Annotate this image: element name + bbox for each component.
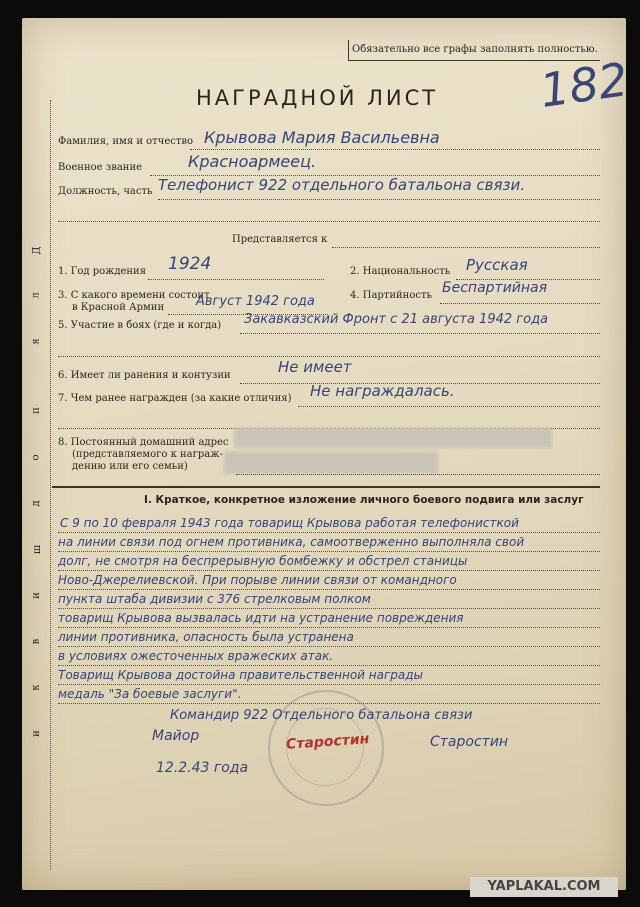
header-border <box>348 40 349 60</box>
name-label: Фамилия, имя и отчество <box>58 136 194 147</box>
address-label-1: 8. Постоянный домашний адрес <box>58 437 229 448</box>
birth-value: 1924 <box>168 254 212 274</box>
birth-label: 1. Год рождения <box>58 266 147 277</box>
since-value: Август 1942 года <box>196 294 315 309</box>
signature-rank: Майор <box>152 728 200 744</box>
page-title: НАГРАДНОЙ ЛИСТ <box>196 86 439 110</box>
awards-rule <box>298 406 600 407</box>
section-title: I. Краткое, конкретное изложение личного боевого подвига или заслуг <box>144 494 584 506</box>
wounds-value: Не имеет <box>278 358 352 376</box>
narrative-rule <box>58 684 600 685</box>
narrative-line: в условиях ожесточенных вражеских атак. <box>58 649 334 663</box>
side-letter: в <box>30 638 42 645</box>
side-letter: п <box>30 407 42 414</box>
narrative-line: на линии связи под огнем противника, самоотверженно выполняла свой <box>58 535 525 549</box>
side-letter: я <box>30 338 42 345</box>
narrative-line: линии противника, опасность была устранена <box>58 630 354 644</box>
side-letter: и <box>30 730 42 737</box>
side-letter: о <box>30 454 42 461</box>
narrative-line: Ново-Джерелиевской. При порыве линии связи от командного <box>58 573 457 587</box>
battles-value: Закавказский Фронт с 21 августа 1942 года <box>244 312 549 327</box>
position-value: Телефонист 922 отдельного батальона связи. <box>158 176 526 194</box>
narrative-rule <box>58 665 600 666</box>
section-divider <box>52 486 600 488</box>
address-label-2: (представляемого к награж- <box>72 449 223 460</box>
side-letter: к <box>30 684 42 691</box>
party-value: Беспартийная <box>442 280 548 296</box>
signature-date: 12.2.43 года <box>156 760 249 776</box>
narrative-line: товарищ Крывова вызвалась идти на устранение повреждения <box>58 611 464 625</box>
rank-label: Военное звание <box>58 162 143 173</box>
narrative-line: долг, не смотря на беспрерывную бомбежку и обстрел станицы <box>58 554 468 568</box>
birth-rule <box>148 279 324 280</box>
narrative-rule <box>58 589 600 590</box>
position-rule <box>158 199 600 200</box>
address-redaction-2 <box>224 452 438 474</box>
name-rule <box>190 149 600 150</box>
signature-line1: Командир 922 Отдельного батальона связи <box>170 708 473 723</box>
narrative-line: пункта штаба дивизии с 376 стрелковым полком <box>58 592 371 606</box>
address-redaction-1 <box>234 428 552 448</box>
presented-label: Представляется к <box>232 234 328 245</box>
since-label-2: в Красной Армии <box>72 302 165 313</box>
narrative-rule <box>58 627 600 628</box>
narrative-line: медаль "За боевые заслуги". <box>58 687 242 701</box>
narrative-rule <box>58 551 600 552</box>
awards-label: 7. Чем ранее награжден (за какие отличия) <box>58 393 292 404</box>
rank-value: Красноармеец. <box>188 152 317 171</box>
presented-rule <box>332 247 600 248</box>
awards-value: Не награждалась. <box>310 382 455 400</box>
side-letter: ш <box>32 544 44 555</box>
address-rule <box>236 474 600 475</box>
side-letter: Д <box>31 246 43 255</box>
narrative-rule <box>58 570 600 571</box>
side-letter: и <box>30 592 42 599</box>
nationality-value: Русская <box>466 256 528 274</box>
narrative-rule <box>58 532 600 533</box>
red-signature-icon: Старостин <box>285 731 370 753</box>
narrative-rule <box>58 608 600 609</box>
position-label: Должность, часть <box>58 186 153 197</box>
position-rule-2 <box>58 221 600 222</box>
name-value: Крывова Мария Васильевна <box>204 128 440 147</box>
party-label: 4. Партийность <box>350 290 432 301</box>
sheet-number: 182 <box>536 52 632 118</box>
watermark: YAPLAKAL.COM <box>470 877 618 897</box>
battles-rule-2 <box>58 356 600 357</box>
narrative-line: С 9 по 10 февраля 1943 года товарищ Крывова работая телефонисткой <box>60 516 519 530</box>
party-rule <box>440 303 600 304</box>
wounds-label: 6. Имеет ли ранения и контузии <box>58 370 231 381</box>
side-letter: д <box>30 500 42 507</box>
battles-label: 5. Участие в боях (где и когда) <box>58 320 222 331</box>
nationality-label: 2. Национальность <box>350 266 451 277</box>
battles-rule <box>240 333 600 334</box>
fill-all-note: Обязательно все графы заполнять полностью. <box>352 44 598 55</box>
since-label-1: 3. С какого времени состоит <box>58 290 210 301</box>
address-label-3: дению или его семьи) <box>72 461 188 472</box>
side-letter: л <box>30 292 42 299</box>
narrative-rule <box>58 646 600 647</box>
binding-margin <box>50 100 51 870</box>
signature-name: Старостин <box>430 734 509 750</box>
narrative-line: Товарищ Крывова достойна правительственной награды <box>58 668 424 682</box>
